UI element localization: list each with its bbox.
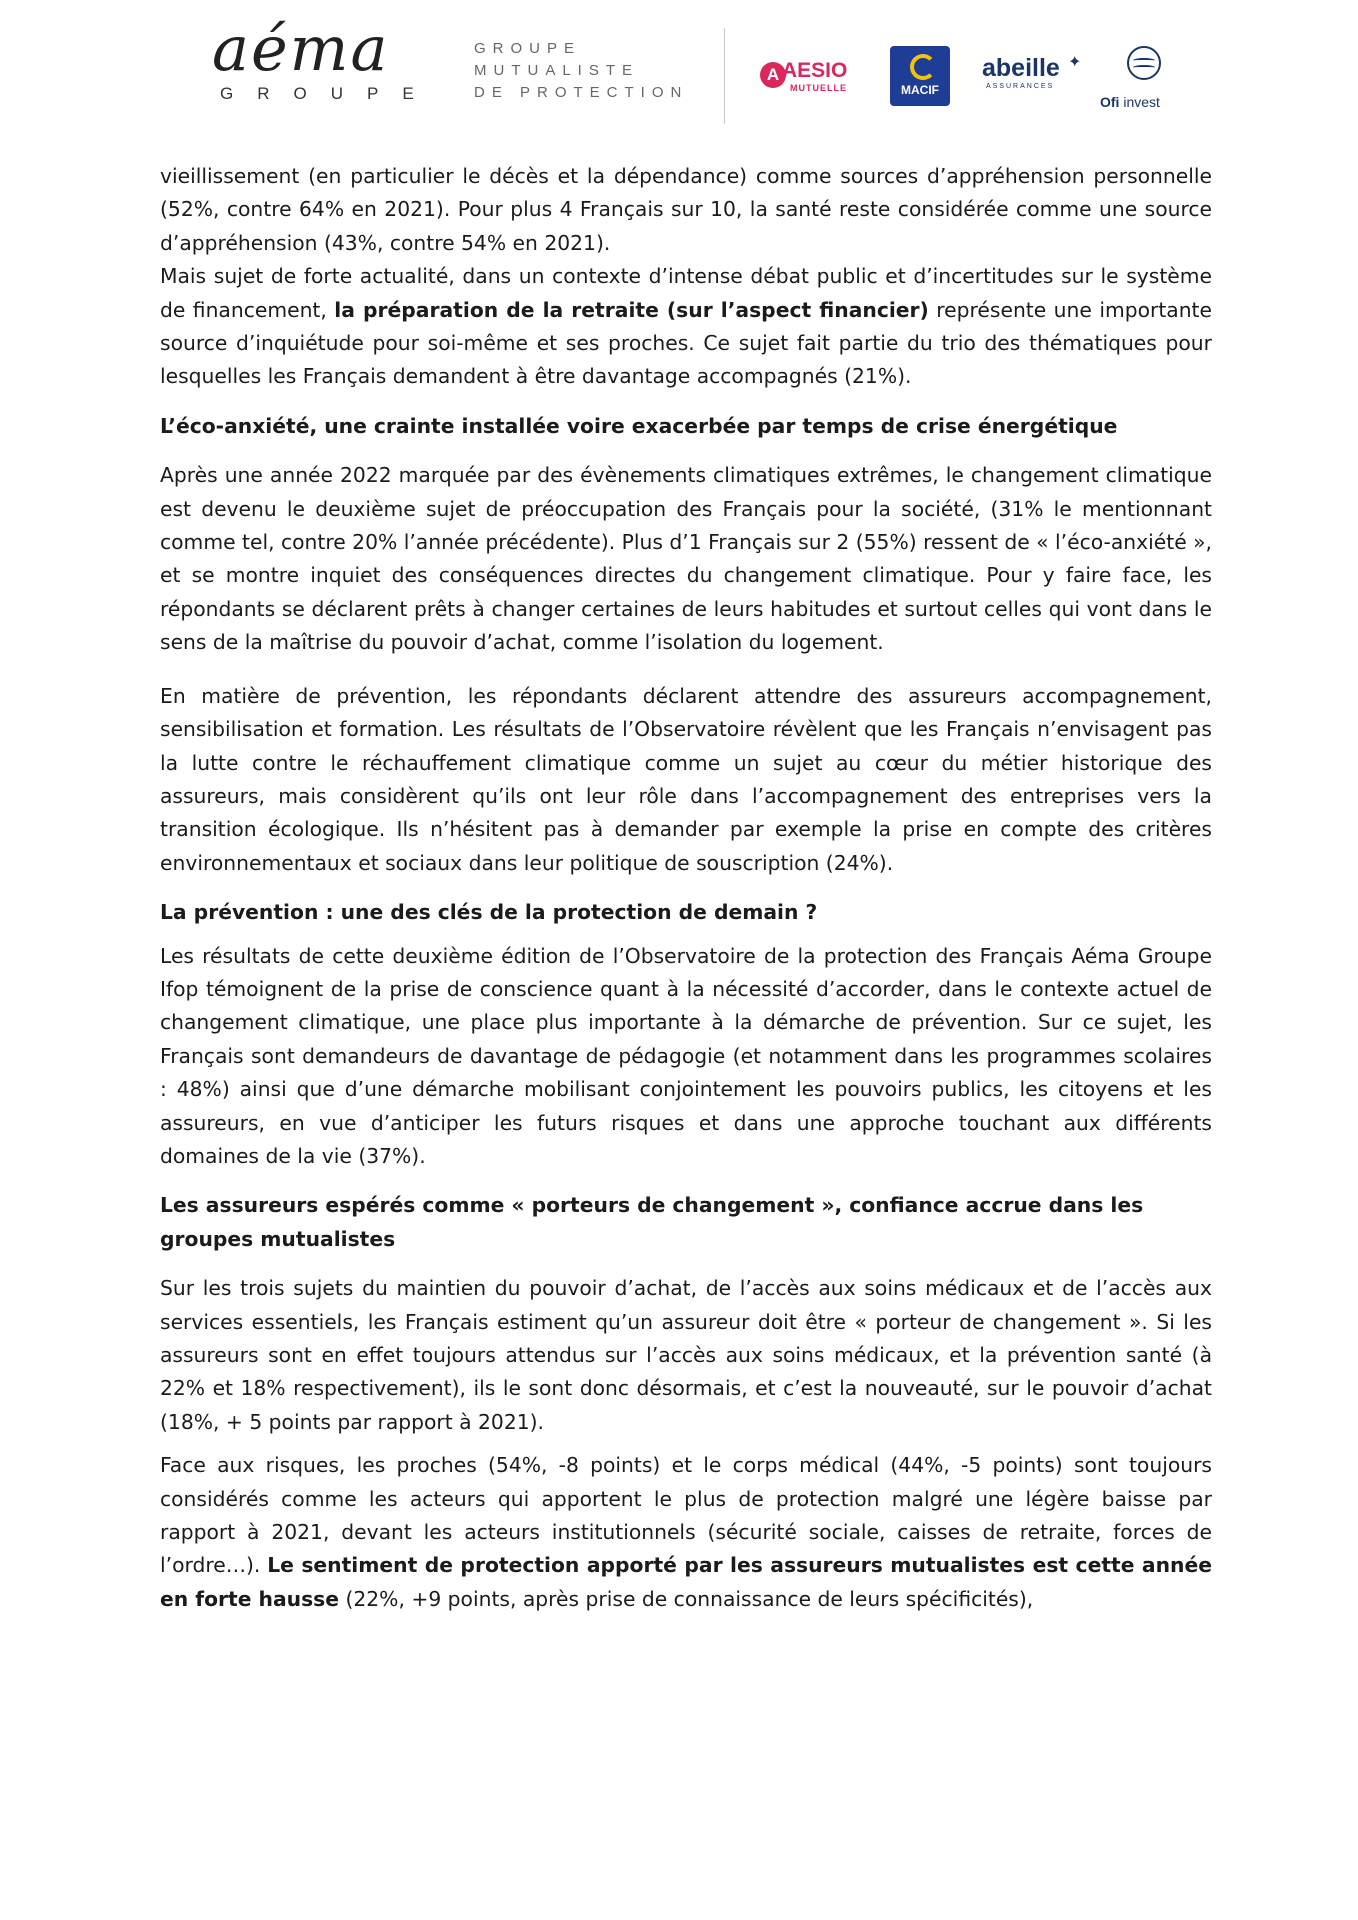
paragraph-text: Mais sujet de forte actualité, dans un contexte d’intense débat public et d’incertitudes sur le système de financement, bbox=[160, 264, 1212, 322]
paragraph: Après une année 2022 marquée par des évènements climatiques extrêmes, le changement climatique est devenu le deuxième sujet de préoccupation des Français pour la société, (31% le mentionnant comme tel, contre 20% l’année précédente). Plus d’1 Français sur 2 (55%) ressent de « l’éco-anxiété », et se montre inquiet des conséquences directes du changement climatique. Pour y faire face, les répondants se déclarent prêts à changer certaines de leurs habitudes et surtout celles qui vont dans le sens de la maîtrise du pouvoir d’achat, comme l’isolation du logement. bbox=[160, 463, 1212, 655]
abeille-logo-name: abeille bbox=[982, 54, 1060, 82]
paragraph: En matière de prévention, les répondants déclarent attendre des assureurs accompagnement, sensibilisation et formation. Les résultats de l’Observatoire révèlent que les Français n’envisagent pas la lutte contre le réchauffement climatique comme un sujet au cœur du métier historique des assureurs, mais considèrent qu’ils ont leur rôle dans l’accompagnement des entreprises vers la transition écologique. Ils n’hésitent pas à demander par exemple la prise en compte des critères environnementaux et sociaux dans leur politique de souscription (24%). bbox=[160, 683, 1212, 875]
aema-logo: aéma bbox=[212, 12, 390, 85]
ofi-wave-icon bbox=[1133, 65, 1155, 70]
group-tagline bbox=[474, 38, 688, 104]
ofi-invest-logo bbox=[1100, 46, 1190, 114]
ofi-logo-name bbox=[1100, 94, 1160, 110]
article-body bbox=[160, 160, 1212, 1616]
letterhead bbox=[0, 0, 1358, 140]
tagline-line: MUTUALISTE bbox=[474, 62, 640, 79]
aesio-logo-sub: MUTUELLE bbox=[790, 83, 847, 93]
ofi-wave-icon bbox=[1133, 58, 1155, 63]
paragraph: Les résultats de cette deuxième édition de l’Observatoire de la protection des Français Aéma Groupe Ifop témoignent de la prise de conscience quant à la nécessité d’accorder, dans le contexte actuel de changement climatique, une place plus importante à la démarche de prévention. Sur ce sujet, les Français sont demandeurs de davantage de pédagogie (et notamment dans les programmes scolaires : 48%) ainsi que d’une démarche mobilisant conjointement les pouvoirs publics, les citoyens et les assureurs, en vue d’anticiper les futurs risques et dans une approche touchant aux différents domaines de la vie (37%). bbox=[160, 943, 1212, 1168]
ofi-name-bold: Ofi bbox=[1100, 94, 1120, 110]
paragraph-text: représente une importante source d’inquiétude pour soi-même et ses proches. Ce sujet fait partie du trio des thématiques pour lesquelles les Français demandent à être davantage accompagnés (21%). bbox=[160, 297, 1212, 389]
paragraph bbox=[160, 1449, 1212, 1616]
abeille-logo bbox=[982, 52, 1092, 96]
tagline-line: DE PROTECTION bbox=[474, 84, 689, 101]
paragraph-emphasis: la préparation de la retraite (sur l’aspect financier) bbox=[334, 297, 929, 322]
macif-logo bbox=[890, 46, 950, 106]
ofi-name-light: invest bbox=[1119, 94, 1160, 110]
paragraph-text: (22%, +9 points, après prise de connaissance de leurs spécificités), bbox=[339, 1586, 1034, 1611]
tagline-line: GROUPE bbox=[474, 40, 582, 57]
aesio-logo bbox=[760, 56, 860, 96]
section-heading: La prévention : une des clés de la protection de demain ? bbox=[160, 900, 818, 925]
aesio-logo-name: AESIO bbox=[782, 59, 848, 82]
paragraph bbox=[160, 260, 1212, 394]
section-heading: L’éco-anxiété, une crainte installée voire exacerbée par temps de crise énergétique bbox=[160, 413, 1118, 438]
abeille-logo-sub: ASSURANCES bbox=[986, 83, 1055, 90]
paragraph: Sur les trois sujets du maintien du pouvoir d’achat, de l’accès aux soins médicaux et de l’accès aux services essentiels, les Français estiment qu’un assureur doit être « porteur de changement ». Si les assureurs sont en effet toujours attendus sur l’accès aux soins médicaux, et la prévention santé (à 22% et 18% respectivement), ils le sont donc désormais, et c’est la nouveauté, sur le pouvoir d’achat (18%, + 5 points par rapport à 2021). bbox=[160, 1276, 1212, 1434]
paragraph-emphasis: Le sentiment de protection apporté par les assureurs mutualistes est cette année en forte hausse bbox=[160, 1553, 1212, 1611]
aema-logo-groupe: GROUPE bbox=[220, 84, 438, 103]
aesio-mark-icon: A bbox=[760, 62, 786, 88]
header-divider bbox=[724, 28, 725, 124]
macif-logo-name: MACIF bbox=[901, 83, 939, 97]
section-heading: Les assureurs espérés comme « porteurs de changement », confiance accrue dans les groupes mutualistes bbox=[160, 1193, 1144, 1251]
abeille-wing-icon: ✦ bbox=[1068, 52, 1082, 71]
paragraph: vieillissement (en particulier le décès et la dépendance) comme sources d’appréhension personnelle (52%, contre 64% en 2021). Pour plus 4 Français sur 10, la santé reste considérée comme une source d’appréhension (43%, contre 54% en 2021). bbox=[160, 164, 1212, 255]
macif-arc-icon bbox=[910, 54, 936, 80]
ofi-globe-icon bbox=[1127, 46, 1161, 80]
paragraph-text: Face aux risques, les proches (54%, -8 points) et le corps médical (44%, -5 points) sont toujours considérés comme les acteurs qui apportent le plus de protection malgré une légère baisse par rapport à 2021, devant les acteurs institutionnels (sécurité sociale, caisses de retraite, forces de l’ordre…). bbox=[160, 1453, 1212, 1578]
